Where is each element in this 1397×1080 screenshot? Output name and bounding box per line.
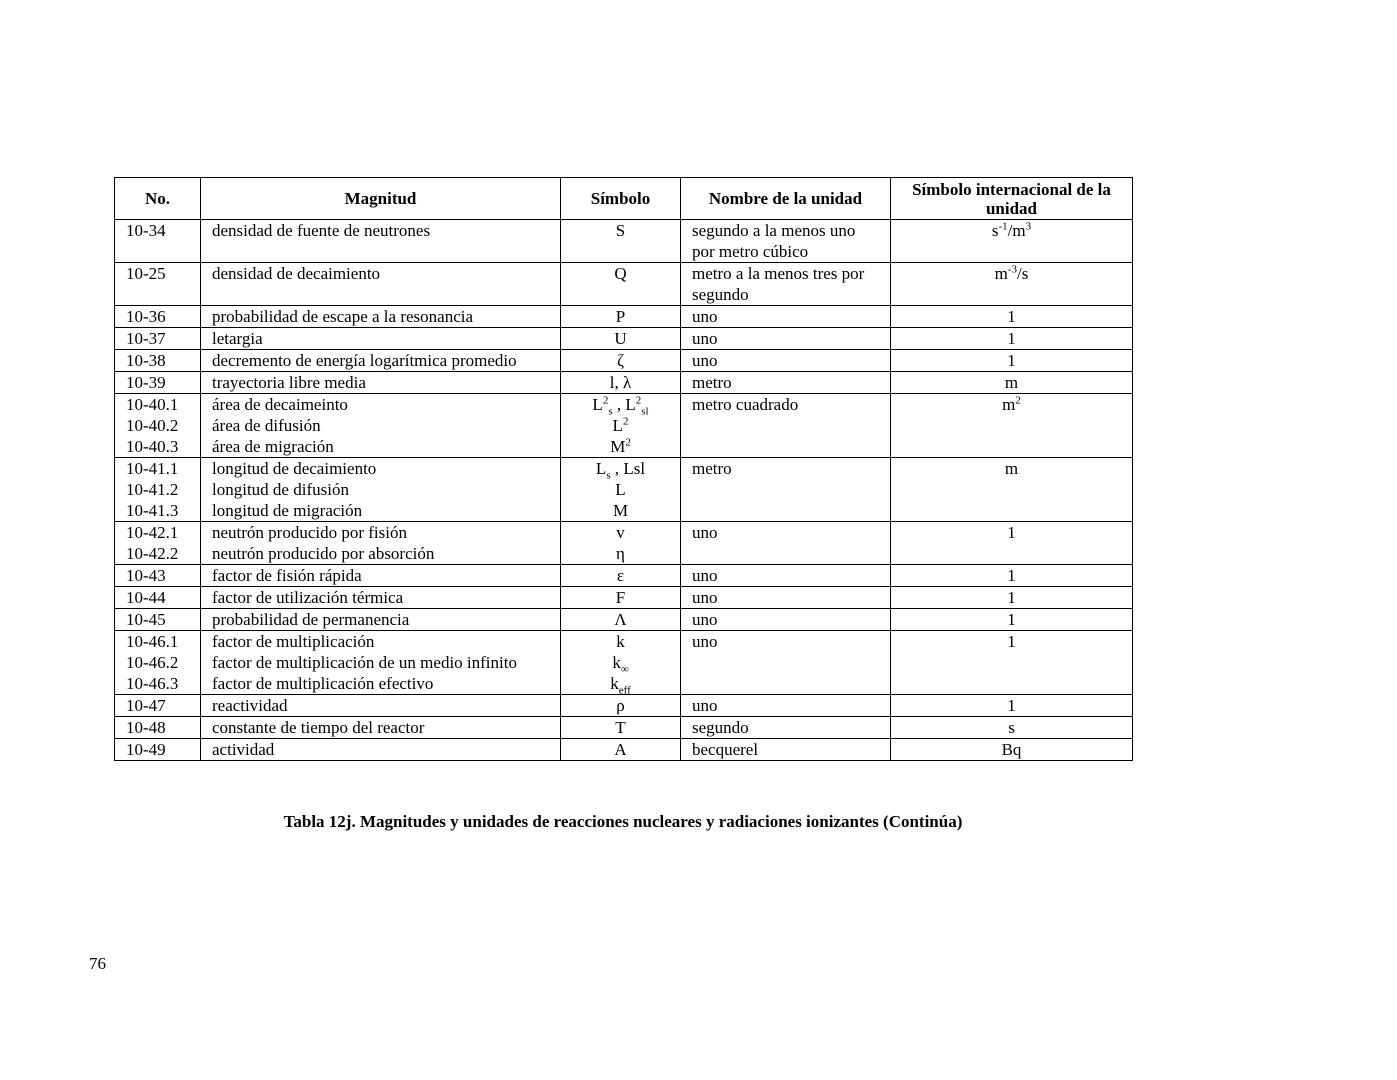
cell-magnitud — [201, 394, 561, 458]
cell-magnitud-line: constante de tiempo del reactor — [212, 718, 425, 737]
cell-simbolo-line: F — [615, 588, 626, 607]
cell-simbolo-line: v — [616, 523, 625, 542]
header-simbolo: Símbolo — [561, 178, 681, 220]
table-row — [115, 372, 1133, 394]
cell-simbolo-internacional — [891, 394, 1133, 458]
cell-simbolo-line: l, λ — [609, 373, 632, 392]
page-number: 76 — [89, 954, 106, 973]
cell-simbolo-line: ζ — [616, 351, 625, 370]
cell-simbolo-internacional-line: 1 — [1007, 696, 1016, 715]
cell-no-line: 10-46.1 — [126, 632, 179, 651]
cell-simbolo — [561, 372, 681, 394]
cell-nombre-unidad-line: uno — [692, 566, 718, 585]
cell-simbolo-internacional-line: $s^{-1}/m^3$ — [991, 220, 1032, 240]
cell-nombre-unidad-line: uno — [692, 610, 718, 629]
cell-simbolo — [561, 717, 681, 739]
cell-magnitud-line: densidad de fuente de neutrones — [212, 221, 431, 240]
cell-simbolo-line: $L^2$ — [612, 415, 629, 435]
cell-nombre-unidad-line: becquerel — [692, 740, 759, 759]
cell-simbolo-internacional-line: 1 — [1007, 329, 1016, 348]
cell-simbolo-internacional — [891, 565, 1133, 587]
cell-simbolo-internacional — [891, 739, 1133, 761]
cell-simbolo-line: η — [616, 544, 625, 563]
cell-magnitud — [201, 328, 561, 350]
table-row — [115, 328, 1133, 350]
cell-no-line: 10-47 — [126, 696, 166, 715]
cell-magnitud — [201, 350, 561, 372]
cell-simbolo-internacional — [891, 522, 1133, 565]
cell-simbolo-internacional — [891, 587, 1133, 609]
cell-no-line: 10-49 — [126, 740, 166, 759]
cell-no — [115, 522, 201, 565]
cell-magnitud-line: neutrón producido por fisión — [212, 523, 407, 542]
cell-magnitud — [201, 372, 561, 394]
header-simbolo-internacional: Símbolo internacional de la unidad — [891, 178, 1133, 220]
cell-simbolo-internacional-line: Bq — [1001, 740, 1022, 759]
cell-nombre-unidad — [681, 631, 891, 695]
cell-nombre-unidad-line: uno — [692, 307, 718, 326]
cell-simbolo-internacional — [891, 695, 1133, 717]
cell-no-line: 10-41.3 — [126, 501, 179, 520]
cell-magnitud-line: neutrón producido por absorción — [212, 544, 435, 563]
cell-simbolo-internacional — [891, 372, 1133, 394]
cell-no — [115, 609, 201, 631]
cell-magnitud-line: longitud de difusión — [212, 480, 349, 499]
cell-nombre-unidad-line: uno — [692, 632, 718, 651]
cell-magnitud — [201, 220, 561, 263]
cell-simbolo — [561, 565, 681, 587]
table-row — [115, 306, 1133, 328]
cell-simbolo-line: A — [614, 740, 627, 759]
cell-nombre-unidad-line: metro — [692, 459, 732, 478]
cell-magnitud — [201, 263, 561, 306]
cell-nombre-unidad — [681, 350, 891, 372]
cell-nombre-unidad — [681, 565, 891, 587]
cell-nombre-unidad-line: metro cuadrado — [692, 395, 799, 414]
cell-no-line: 10-39 — [126, 373, 166, 392]
cell-simbolo-internacional-line: $m^{-3}/s$ — [994, 263, 1029, 283]
cell-no-line: 10-46.3 — [126, 674, 179, 693]
cell-no — [115, 263, 201, 306]
cell-simbolo-line: L — [615, 480, 626, 499]
cell-magnitud-line: área de difusión — [212, 416, 321, 435]
cell-simbolo — [561, 458, 681, 522]
cell-simbolo-line: $k_\infty$ — [612, 653, 629, 676]
table-row — [115, 565, 1133, 587]
cell-nombre-unidad-line: segundo — [692, 718, 749, 737]
cell-nombre-unidad — [681, 587, 891, 609]
cell-nombre-unidad-line: metro a la menos tres por segundo — [692, 264, 865, 304]
cell-magnitud-line: área de decaimeinto — [212, 395, 348, 414]
cell-simbolo-internacional — [891, 306, 1133, 328]
cell-simbolo-line: P — [615, 307, 626, 326]
cell-nombre-unidad — [681, 522, 891, 565]
cell-nombre-unidad — [681, 263, 891, 306]
cell-nombre-unidad — [681, 695, 891, 717]
cell-no-line: 10-41.1 — [126, 459, 179, 478]
cell-no-line: 10-40.1 — [126, 395, 179, 414]
cell-simbolo-line: k — [616, 632, 625, 651]
cell-no-line: 10-40.2 — [126, 416, 179, 435]
table-row — [115, 739, 1133, 761]
header-no: No. — [115, 178, 201, 220]
cell-no-line: 10-41.2 — [126, 480, 179, 499]
cell-simbolo — [561, 609, 681, 631]
cell-magnitud-line: letargia — [212, 329, 263, 348]
cell-no-line: 10-34 — [126, 221, 166, 240]
table-row — [115, 350, 1133, 372]
cell-no — [115, 220, 201, 263]
cell-nombre-unidad — [681, 328, 891, 350]
table-body — [115, 220, 1133, 761]
cell-simbolo-internacional — [891, 631, 1133, 695]
cell-magnitud — [201, 695, 561, 717]
table-row — [115, 522, 1133, 565]
cell-magnitud-line: probabilidad de escape a la resonancia — [212, 307, 474, 326]
cell-magnitud — [201, 522, 561, 565]
cell-simbolo-internacional — [891, 220, 1133, 263]
cell-nombre-unidad — [681, 372, 891, 394]
cell-nombre-unidad — [681, 609, 891, 631]
cell-simbolo — [561, 394, 681, 458]
cell-nombre-unidad-line: uno — [692, 588, 718, 607]
units-table — [114, 177, 1133, 761]
cell-no-line: 10-40.3 — [126, 437, 179, 456]
cell-magnitud-line: factor de utilización térmica — [212, 588, 404, 607]
cell-no-line: 10-42.1 — [126, 523, 179, 542]
cell-simbolo-internacional-line: 1 — [1007, 610, 1016, 629]
cell-simbolo-internacional-line: 1 — [1007, 566, 1016, 585]
cell-nombre-unidad-line: uno — [692, 523, 718, 542]
cell-simbolo-internacional-line: m — [1004, 459, 1019, 478]
cell-no-line: 10-42.2 — [126, 544, 179, 563]
cell-magnitud-line: longitud de migración — [212, 501, 363, 520]
table-header-row — [115, 178, 1133, 220]
cell-simbolo-internacional — [891, 350, 1133, 372]
cell-simbolo — [561, 739, 681, 761]
cell-simbolo — [561, 631, 681, 695]
cell-magnitud-line: longitud de decaimiento — [212, 459, 377, 478]
cell-simbolo — [561, 695, 681, 717]
header-magnitud: Magnitud — [201, 178, 561, 220]
cell-no-line: 10-36 — [126, 307, 166, 326]
cell-simbolo — [561, 263, 681, 306]
cell-magnitud-line: factor de multiplicación — [212, 632, 375, 651]
cell-simbolo-line: T — [615, 718, 626, 737]
table-caption: Tabla 12j. Magnitudes y unidades de reacciones nucleares y radiaciones ionizantes (Continúa) — [283, 812, 963, 831]
cell-simbolo — [561, 350, 681, 372]
cell-no — [115, 350, 201, 372]
cell-simbolo-line: U — [614, 329, 627, 348]
cell-no — [115, 394, 201, 458]
cell-no — [115, 631, 201, 695]
cell-simbolo — [561, 306, 681, 328]
cell-no-line: 10-37 — [126, 329, 166, 348]
cell-no-line: 10-46.2 — [126, 653, 179, 672]
cell-magnitud-line: factor de fisión rápida — [212, 566, 362, 585]
cell-no — [115, 587, 201, 609]
cell-simbolo-line: Q — [614, 264, 627, 283]
header-nombre-unidad: Nombre de la unidad — [681, 178, 891, 220]
cell-no-line: 10-48 — [126, 718, 166, 737]
cell-nombre-unidad — [681, 306, 891, 328]
cell-magnitud — [201, 306, 561, 328]
cell-magnitud — [201, 458, 561, 522]
cell-magnitud-line: área de migración — [212, 437, 334, 456]
table-row — [115, 220, 1133, 263]
table-row — [115, 717, 1133, 739]
cell-simbolo-internacional-line: 1 — [1007, 307, 1016, 326]
cell-no-line: 10-44 — [126, 588, 166, 607]
cell-simbolo-internacional-line: $m^2$ — [1002, 394, 1021, 414]
cell-nombre-unidad — [681, 394, 891, 458]
cell-simbolo-internacional-line: m — [1004, 373, 1019, 392]
cell-simbolo-internacional — [891, 263, 1133, 306]
cell-simbolo — [561, 328, 681, 350]
cell-simbolo-internacional-line: s — [1008, 718, 1015, 737]
cell-simbolo-line: $M^2$ — [610, 436, 631, 456]
cell-magnitud — [201, 631, 561, 695]
cell-magnitud-line: reactividad — [212, 696, 288, 715]
table-row — [115, 587, 1133, 609]
cell-no — [115, 458, 201, 522]
table-row — [115, 458, 1133, 522]
cell-simbolo-line: $L_s$ , Lsl — [595, 459, 646, 482]
cell-no — [115, 695, 201, 717]
cell-nombre-unidad-line: metro — [692, 373, 732, 392]
cell-nombre-unidad — [681, 220, 891, 263]
cell-magnitud — [201, 717, 561, 739]
cell-nombre-unidad-line: uno — [692, 696, 718, 715]
cell-nombre-unidad — [681, 717, 891, 739]
cell-no-line: 10-43 — [126, 566, 166, 585]
cell-magnitud-line: factor de multiplicación efectivo — [212, 674, 434, 693]
table-row — [115, 609, 1133, 631]
cell-nombre-unidad-line: uno — [692, 329, 718, 348]
cell-simbolo-line: $L^2_s$ , $L^2_{sl}$ — [592, 394, 649, 418]
cell-magnitud — [201, 565, 561, 587]
cell-nombre-unidad — [681, 739, 891, 761]
cell-simbolo-internacional-line: 1 — [1007, 588, 1016, 607]
cell-no — [115, 328, 201, 350]
cell-magnitud-line: densidad de decaimiento — [212, 264, 381, 283]
cell-magnitud-line: actividad — [212, 740, 275, 759]
cell-simbolo-internacional — [891, 458, 1133, 522]
cell-no-line: 10-45 — [126, 610, 166, 629]
cell-magnitud — [201, 587, 561, 609]
table-row — [115, 631, 1133, 695]
cell-magnitud — [201, 739, 561, 761]
cell-simbolo — [561, 220, 681, 263]
cell-simbolo-internacional — [891, 717, 1133, 739]
cell-simbolo-internacional-line: 1 — [1007, 351, 1016, 370]
cell-simbolo-internacional — [891, 328, 1133, 350]
cell-no — [115, 372, 201, 394]
cell-simbolo-line: $k_{eff}$ — [610, 674, 631, 697]
cell-simbolo-line: Λ — [614, 610, 627, 629]
cell-magnitud — [201, 609, 561, 631]
cell-simbolo-internacional-line: 1 — [1007, 523, 1016, 542]
cell-no-line: 10-38 — [126, 351, 166, 370]
cell-nombre-unidad-line: segundo a la menos uno por metro cúbico — [692, 221, 856, 261]
cell-simbolo-internacional-line: 1 — [1007, 632, 1016, 651]
cell-magnitud-line: probabilidad de permanencia — [212, 610, 410, 629]
cell-no — [115, 717, 201, 739]
cell-simbolo — [561, 587, 681, 609]
cell-nombre-unidad-line: uno — [692, 351, 718, 370]
cell-simbolo-line: ρ — [616, 696, 625, 715]
cell-simbolo-internacional — [891, 609, 1133, 631]
cell-nombre-unidad — [681, 458, 891, 522]
cell-magnitud-line: decremento de energía logarítmica promedio — [212, 351, 517, 370]
cell-magnitud-line: trayectoria libre media — [212, 373, 366, 392]
cell-no — [115, 306, 201, 328]
cell-no-line: 10-25 — [126, 264, 166, 283]
cell-simbolo-line: S — [615, 221, 626, 240]
table-row — [115, 263, 1133, 306]
cell-simbolo-line: M — [612, 501, 629, 520]
cell-magnitud-line: factor de multiplicación de un medio infinito — [212, 653, 517, 672]
table-row — [115, 695, 1133, 717]
table-row — [115, 394, 1133, 458]
cell-no — [115, 739, 201, 761]
cell-simbolo-line: ε — [616, 566, 625, 585]
cell-no — [115, 565, 201, 587]
cell-simbolo — [561, 522, 681, 565]
